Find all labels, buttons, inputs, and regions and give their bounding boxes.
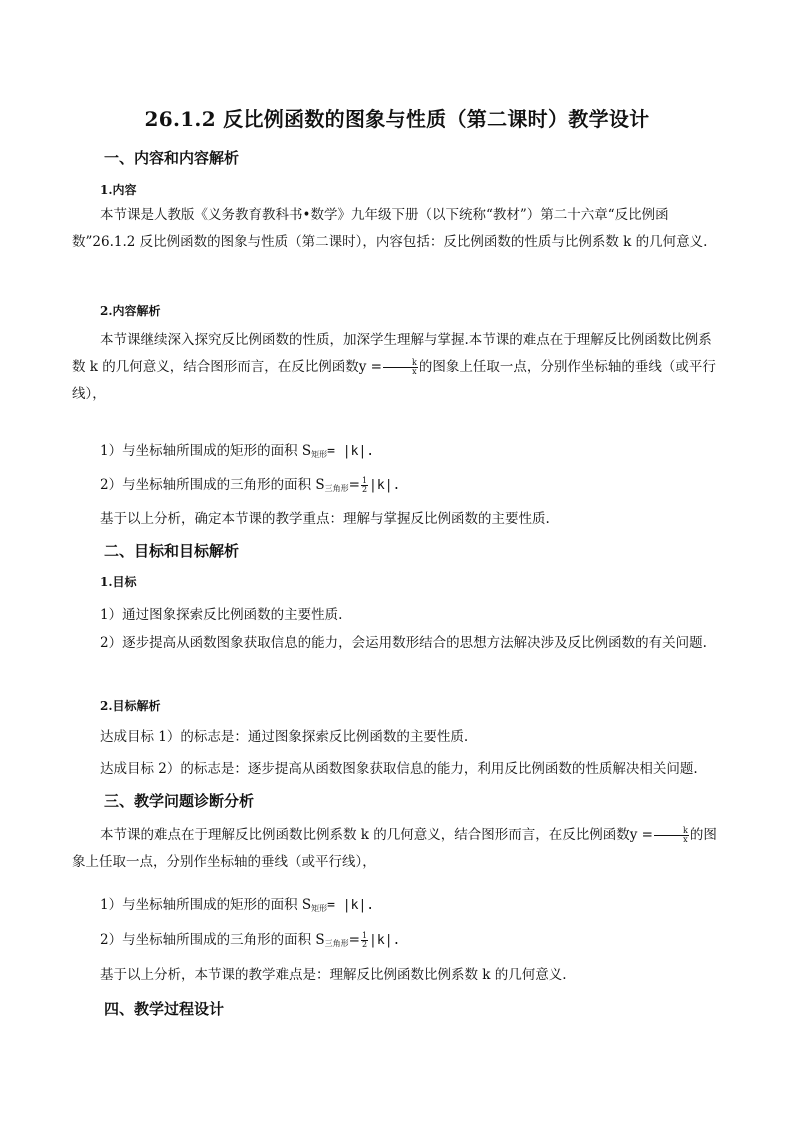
section-heading-4: 四、教学过程设计 — [104, 1000, 225, 1018]
section-heading-2: 二、目标和目标解析 — [104, 542, 240, 560]
fraction-numerator: k — [383, 359, 418, 368]
equals-sign: = — [348, 477, 360, 493]
rectangle-area-item — [100, 893, 374, 914]
objective-item-2: 2）逐步提高从函数图象获取信息的能力，会运用数形结合的思想方法解决涉及反比例函数的有关问题. — [100, 635, 707, 651]
item-text: 2）与坐标轴所围成的三角形的面积 S — [100, 932, 325, 948]
key-point-summary: 基于以上分析，确定本节课的教学重点：理解与掌握反比例函数的主要性质. — [100, 511, 550, 527]
paragraph-text-b: 的图象上任取一点，分别作坐标轴的垂线（或平行线）， — [72, 827, 717, 870]
subheading-content: 1.内容 — [100, 183, 137, 197]
fraction-denominator: 2 — [361, 485, 368, 494]
triangle-area-item — [100, 928, 400, 949]
triangle-area-item — [100, 473, 400, 494]
fraction-numerator: 1 — [361, 476, 368, 485]
fraction-one-half — [361, 932, 368, 949]
fraction-denominator: 2 — [361, 940, 368, 949]
content-analysis-paragraph — [72, 327, 724, 408]
subscript: 三角形 — [324, 939, 349, 948]
item-text: 1）与坐标轴所围成的矩形的面积 S — [100, 897, 312, 913]
paragraph-text-a: 本节课继续深入探究反比例函数的性质，加深学生理解与掌握.本节课的难点在于理解反比例函数比例系数 k 的几何意义，结合图形而言，在反比例函数 — [72, 332, 712, 375]
subheading-objective-analysis: 2.目标解析 — [100, 699, 161, 713]
fraction-denominator: x — [683, 835, 688, 844]
section-heading-1: 一、内容和内容解析 — [104, 149, 240, 167]
subheading-objectives: 1.目标 — [100, 575, 137, 589]
subscript: 三角形 — [324, 484, 349, 493]
item-value: = |k|. — [327, 898, 375, 913]
document-title: 26.1.2 反比例函数的图象与性质（第二课时）教学设计 — [144, 107, 650, 131]
fraction-denominator: x — [412, 367, 417, 376]
fraction-numerator: k — [654, 827, 689, 836]
fraction-k-over-x — [383, 359, 418, 376]
section-heading-3: 三、教学问题诊断分析 — [104, 792, 255, 810]
paragraph-text-a: 本节课的难点在于理解反比例函数比例系数 k 的几何意义，结合图形而言，在反比例函数 — [100, 827, 630, 843]
item-value: |k|. — [369, 478, 401, 493]
objective-analysis-line-2: 达成目标 2）的标志是：逐步提高从函数图象获取信息的能力，利用反比例函数的性质解决相关问题. — [100, 761, 698, 777]
item-value: |k|. — [369, 933, 401, 948]
subscript: 矩形 — [311, 904, 328, 913]
formula-lhs: y = — [629, 827, 653, 843]
item-text: 2）与坐标轴所围成的三角形的面积 S — [100, 477, 325, 493]
objective-item-1: 1）通过图象探索反比例函数的主要性质. — [100, 607, 343, 623]
paragraph-text-b: 的图象上任取一点，分别作坐标轴的垂线（或平行线）， — [72, 359, 716, 402]
formula-lhs: y = — [358, 359, 382, 375]
item-value: = |k|. — [327, 444, 375, 459]
fraction-k-over-x — [654, 827, 689, 844]
difficulty-summary: 基于以上分析，本节课的教学难点是：理解反比例函数比例系数 k 的几何意义. — [100, 967, 567, 983]
equals-sign: = — [348, 932, 360, 948]
subscript: 矩形 — [311, 450, 328, 459]
fraction-numerator: 1 — [361, 931, 368, 940]
content-paragraph: 本节课是人教版《义务教育教科书•数学》九年级下册（以下统称“教材”）第二十六章“反比例函数”26.1.2 反比例函数的图象与性质（第二课时），内容包括：反比例函数的性质与比例系数 k 的几何意义. — [72, 207, 708, 250]
fraction-one-half — [361, 477, 368, 494]
item-text: 1）与坐标轴所围成的矩形的面积 S — [100, 443, 312, 459]
problem-diagnosis-paragraph — [72, 822, 724, 876]
objective-analysis-line-1: 达成目标 1）的标志是：通过图象探索反比例函数的主要性质. — [100, 729, 469, 745]
subheading-content-analysis: 2.内容解析 — [100, 304, 161, 318]
rectangle-area-item — [100, 439, 374, 460]
